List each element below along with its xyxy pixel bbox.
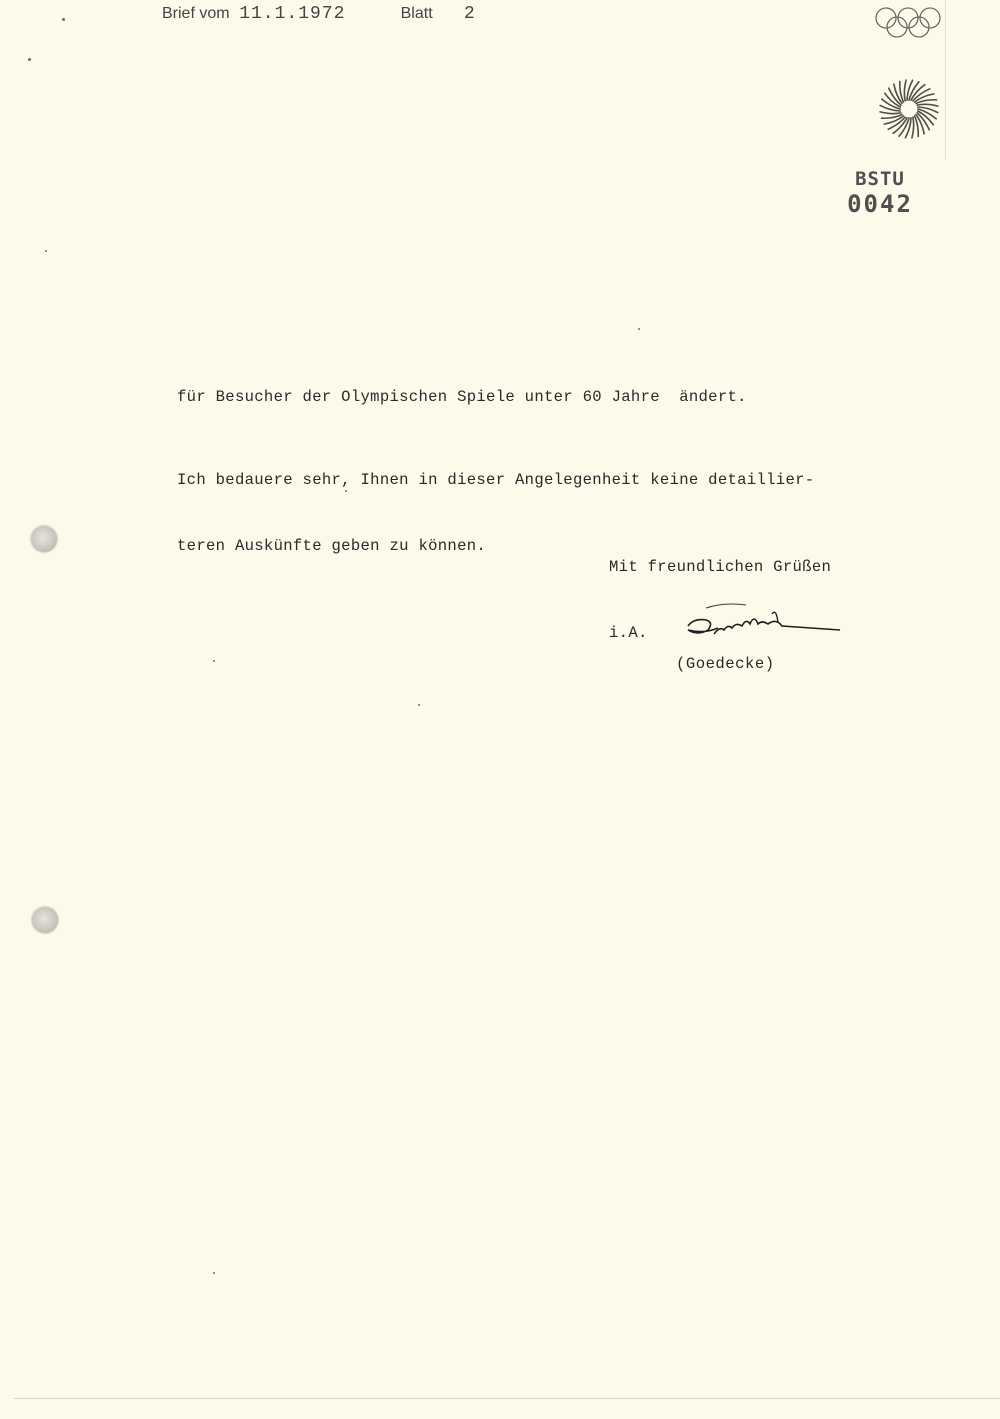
paper-speck bbox=[62, 18, 65, 21]
sun-ray bbox=[900, 82, 904, 103]
sun-ray bbox=[904, 80, 906, 101]
header-prefix: Brief vom bbox=[162, 5, 230, 22]
paper-edge bbox=[14, 1398, 1000, 1399]
sun-ray bbox=[915, 116, 919, 137]
sun-ray bbox=[882, 115, 903, 119]
handwritten-signature bbox=[684, 600, 844, 646]
body-line: teren Auskünfte geben zu können. bbox=[177, 537, 487, 555]
body-line: für Besucher der Olympischen Spiele unter 60 Jahre ändert. bbox=[177, 388, 747, 406]
paper-speck bbox=[213, 660, 215, 662]
paper-speck bbox=[45, 250, 47, 252]
stamp-line-1: BSTU bbox=[855, 168, 905, 190]
stamp-line-2: 0042 bbox=[847, 190, 913, 218]
paper-speck bbox=[213, 1272, 215, 1274]
sun-ray bbox=[917, 104, 938, 106]
closing-proxy: i.A. bbox=[609, 624, 648, 642]
sun-ray bbox=[880, 112, 901, 114]
sun-ray bbox=[916, 100, 937, 104]
paper-speck bbox=[638, 328, 640, 330]
punch-hole bbox=[31, 526, 57, 552]
archive-stamp bbox=[840, 170, 920, 216]
punch-hole bbox=[32, 907, 58, 933]
signer-name: (Goedecke) bbox=[676, 655, 775, 673]
radiant-sun-logo bbox=[874, 76, 944, 142]
header-date: 11.1.1972 bbox=[239, 4, 346, 24]
header-sheet-number: 2 bbox=[463, 4, 476, 24]
margin-rule bbox=[945, 0, 946, 160]
page-header bbox=[162, 4, 476, 24]
sun-ray bbox=[912, 117, 914, 138]
olympic-rings-logo bbox=[872, 4, 944, 38]
body-line: Ich bedauere sehr, Ihnen in dieser Angelegenheit keine detaillier- bbox=[177, 471, 815, 489]
header-sheet-label: Blatt bbox=[400, 5, 433, 22]
paper-speck bbox=[345, 490, 347, 492]
paper-speck bbox=[418, 704, 420, 706]
closing-greeting: Mit freundlichen Grüßen bbox=[609, 558, 832, 576]
paper-speck bbox=[28, 58, 31, 61]
